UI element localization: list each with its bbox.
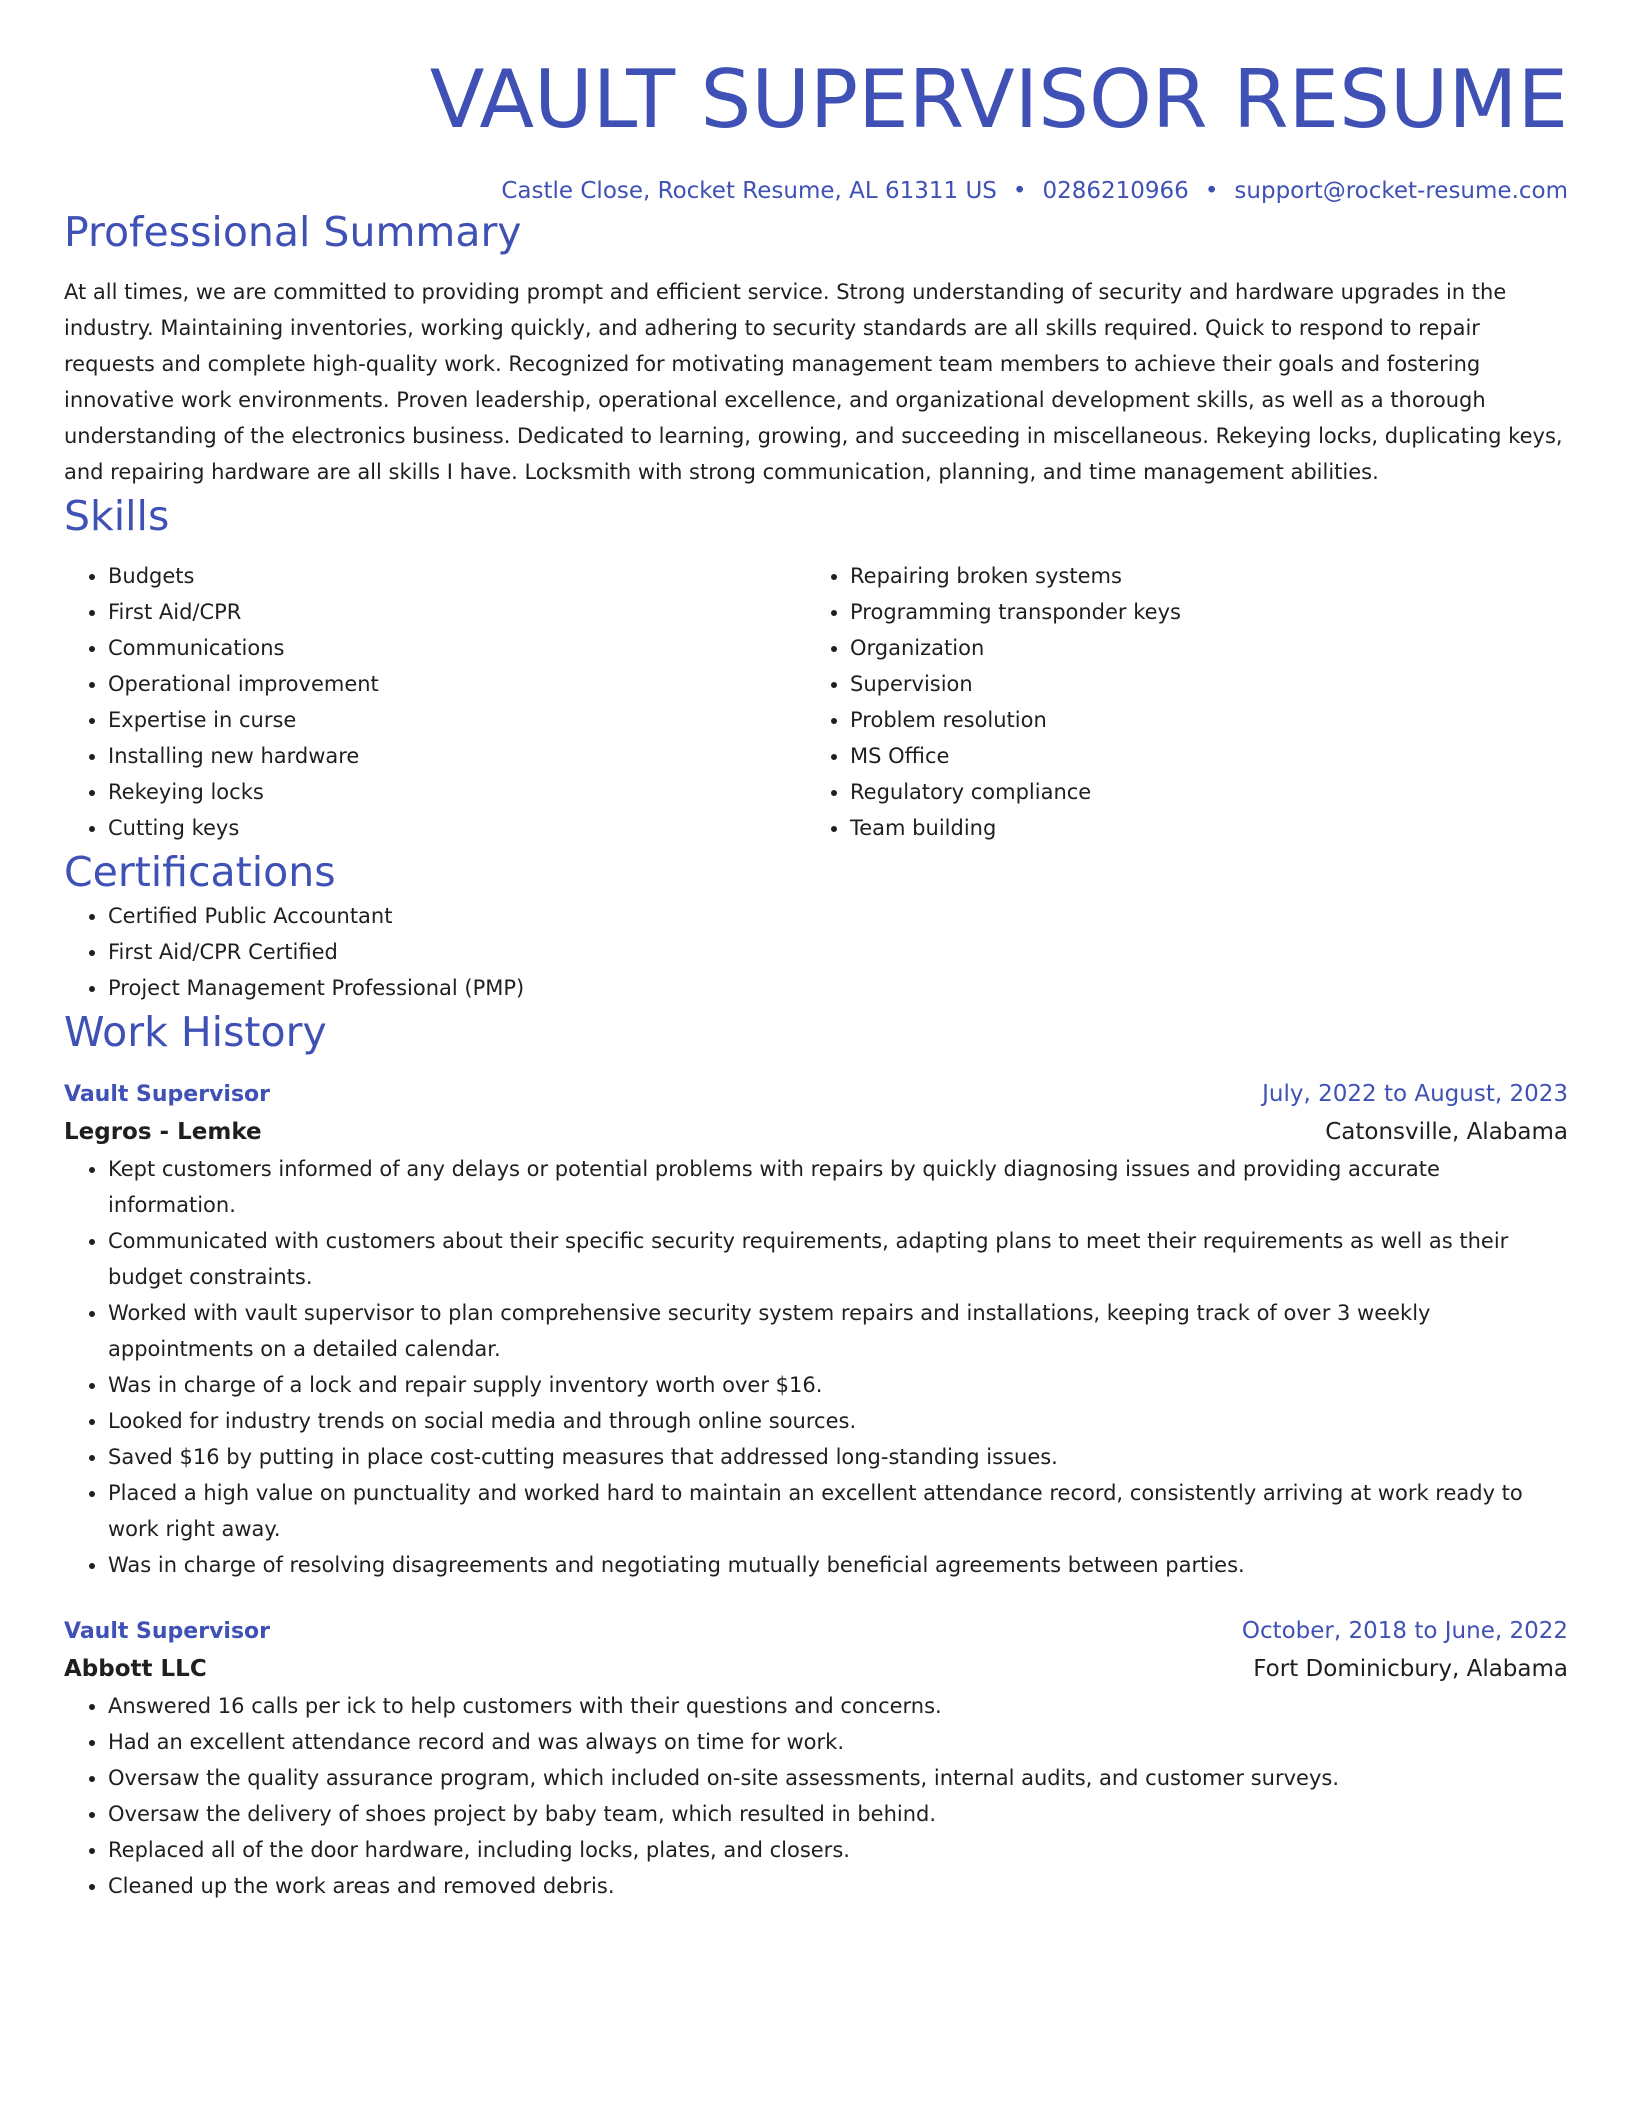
contact-email[interactable]: support@rocket-resume.com bbox=[1234, 178, 1568, 204]
work-history-heading: Work History bbox=[64, 1008, 327, 1056]
job-duty: • Replaced all of the door hardware, including locks, plates, and closers. bbox=[108, 1832, 1568, 1868]
skill-item: • Team building bbox=[850, 810, 1548, 846]
job-dates: October, 2018 to June, 2022 bbox=[1241, 1618, 1568, 1644]
skill-item: • First Aid/CPR bbox=[108, 594, 806, 630]
job-duty: • Saved $16 by putting in place cost-cutting measures that addressed long-standing issues. bbox=[108, 1439, 1568, 1475]
certification-item: • Project Management Professional (PMP) bbox=[108, 970, 1568, 1006]
resume-header bbox=[64, 0, 1568, 206]
skill-item: • Operational improvement bbox=[108, 666, 806, 702]
job-company: Abbott LLC bbox=[64, 1656, 207, 1682]
skill-item: • Expertise in curse bbox=[108, 702, 806, 738]
certifications-heading: Certifications bbox=[64, 848, 336, 896]
contact-separator: • bbox=[1012, 178, 1027, 204]
job-company-row bbox=[64, 1650, 1568, 1688]
summary-heading: Professional Summary bbox=[64, 208, 522, 256]
skill-item: • Programming transponder keys bbox=[850, 594, 1548, 630]
job-duty: • Cleaned up the work areas and removed debris. bbox=[108, 1868, 1568, 1904]
job-duty: • Was in charge of resolving disagreements and negotiating mutually beneficial agreements between parties. bbox=[108, 1547, 1568, 1583]
job-duty: • Oversaw the quality assurance program, which included on-site assessments, internal audits, and customer surveys. bbox=[108, 1760, 1568, 1796]
certification-item: • Certified Public Accountant bbox=[108, 898, 1568, 934]
skill-item: • Repairing broken systems bbox=[850, 558, 1548, 594]
job-dates: July, 2022 to August, 2023 bbox=[1262, 1081, 1568, 1107]
job-duties-list bbox=[64, 1688, 1568, 1904]
resume-name: VAULT SUPERVISOR RESUME bbox=[429, 53, 1568, 146]
contact-separator: • bbox=[1204, 178, 1219, 204]
job-header-row bbox=[64, 1613, 1568, 1650]
skills-list-right bbox=[806, 558, 1548, 846]
job-title: Vault Supervisor bbox=[64, 1082, 271, 1107]
job-duty: • Was in charge of a lock and repair supply inventory worth over $16. bbox=[108, 1367, 1568, 1403]
job-header-row bbox=[64, 1076, 1568, 1113]
job-duty: • Worked with vault supervisor to plan comprehensive security system repairs and installations, keeping track of over 3 weekly appointments on a detailed calendar. bbox=[108, 1295, 1568, 1367]
job-duty: • Had an excellent attendance record and was always on time for work. bbox=[108, 1724, 1568, 1760]
skill-item: • Problem resolution bbox=[850, 702, 1548, 738]
job-duty: • Answered 16 calls per ick to help customers with their questions and concerns. bbox=[108, 1688, 1568, 1724]
job-location: Fort Dominicbury, Alabama bbox=[1253, 1656, 1568, 1682]
skill-item: • Organization bbox=[850, 630, 1548, 666]
skill-item: • Supervision bbox=[850, 666, 1548, 702]
skills-list-left bbox=[64, 558, 806, 846]
skill-item: • Cutting keys bbox=[108, 810, 806, 846]
job-duty: • Kept customers informed of any delays or potential problems with repairs by quickly diagnosing issues and providing accurate information. bbox=[108, 1151, 1568, 1223]
skill-item: • MS Office bbox=[850, 738, 1548, 774]
contact-line bbox=[64, 176, 1568, 206]
skills-column-right bbox=[806, 558, 1548, 846]
job-company-row bbox=[64, 1113, 1568, 1151]
skill-item: • Installing new hardware bbox=[108, 738, 806, 774]
certifications-list bbox=[64, 898, 1568, 1006]
skills-columns bbox=[64, 558, 1568, 846]
job-entry bbox=[64, 1613, 1568, 1904]
certification-item: • First Aid/CPR Certified bbox=[108, 934, 1568, 970]
skill-item: • Budgets bbox=[108, 558, 806, 594]
skills-heading: Skills bbox=[64, 492, 170, 540]
skills-column-left bbox=[64, 558, 806, 846]
job-duties-list bbox=[64, 1151, 1568, 1583]
job-entry bbox=[64, 1076, 1568, 1583]
contact-phone[interactable]: 0286210966 bbox=[1042, 178, 1189, 204]
job-duty: • Communicated with customers about their specific security requirements, adapting plans to meet their requirements as well as their budget constraints. bbox=[108, 1223, 1568, 1295]
job-duty: • Looked for industry trends on social media and through online sources. bbox=[108, 1403, 1568, 1439]
contact-address: Castle Close, Rocket Resume, AL 61311 US bbox=[501, 178, 997, 204]
job-location: Catonsville, Alabama bbox=[1325, 1119, 1568, 1145]
job-title: Vault Supervisor bbox=[64, 1619, 271, 1644]
job-duty: • Placed a high value on punctuality and worked hard to maintain an excellent attendance record, consistently arriving at work ready to work right away. bbox=[108, 1475, 1568, 1547]
job-company: Legros - Lemke bbox=[64, 1119, 262, 1145]
summary-text: At all times, we are committed to providing prompt and efficient service. Strong understanding of security and hardware upgrades in the industry. Maintaining inventories, working quickly, and adhering to security standards are all skills required. Quick to respond to repair requests and complete high-quality work. Recognized for motivating management team members to achieve their goals and fostering innovative work environments. Proven leadership, operational excellence, and organizational development skills, as well as a thorough understanding of the electronics business. Dedicated to learning, growing, and succeeding in miscellaneous. Rekeying locks, duplicating keys, and repairing hardware are all skills I have. Locksmith with strong communication, planning, and time management abilities. bbox=[64, 280, 1563, 484]
job-duty: • Oversaw the delivery of shoes project by baby team, which resulted in behind. bbox=[108, 1796, 1568, 1832]
skill-item: • Regulatory compliance bbox=[850, 774, 1548, 810]
skill-item: • Communications bbox=[108, 630, 806, 666]
skill-item: • Rekeying locks bbox=[108, 774, 806, 810]
